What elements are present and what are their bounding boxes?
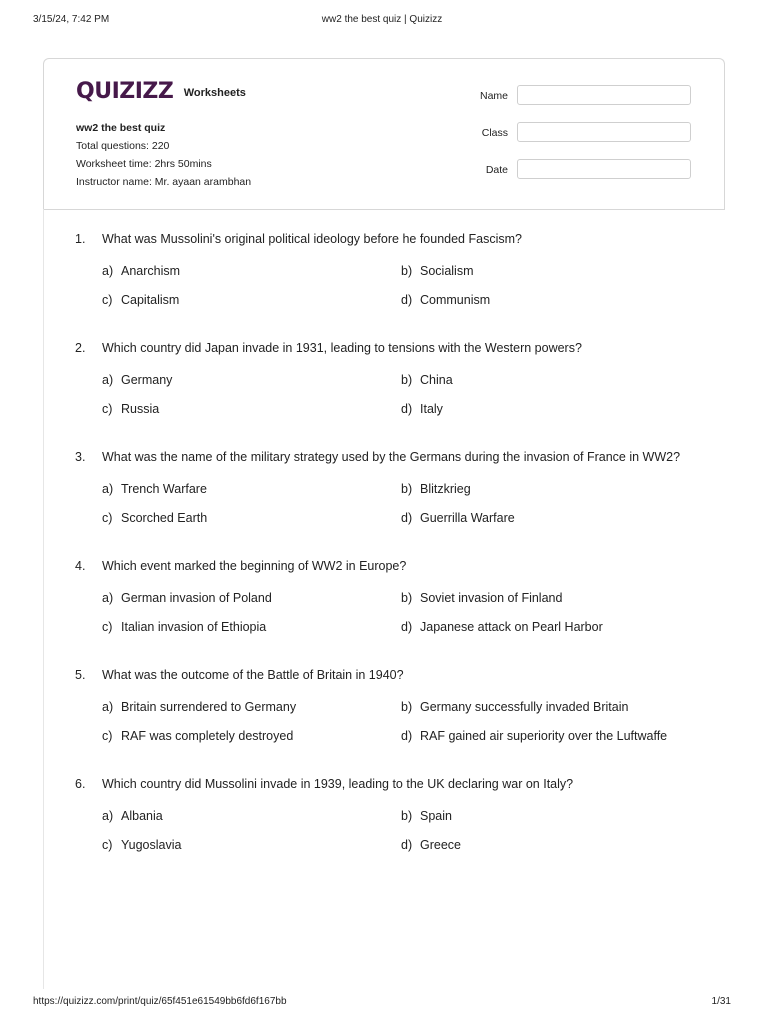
total-questions: Total questions: 220 [76, 140, 170, 152]
question [75, 228, 715, 311]
question-number: 4. [75, 559, 86, 573]
name-label: Name [479, 90, 508, 102]
question [75, 555, 715, 638]
options [75, 587, 715, 638]
student-fields [480, 85, 694, 196]
option-c: c) Yugoslavia [102, 838, 182, 852]
worksheet-header-card [43, 58, 725, 210]
option-c: c) Italian invasion of Ethiopia [102, 620, 267, 634]
option-d: d) Communism [401, 293, 491, 307]
print-footer [33, 996, 731, 1010]
option-b: b) China [401, 373, 453, 387]
option-d: d) Japanese attack on Pearl Harbor [401, 620, 603, 634]
question [75, 664, 715, 747]
option-c: c) Russia [102, 402, 160, 416]
option-b: b) Germany successfully invaded Britain [401, 700, 629, 714]
option-d: d) RAF gained air superiority over the Luftwaffe [401, 729, 668, 743]
option-a: a) German invasion of Poland [102, 591, 272, 605]
option-b: b) Blitzkrieg [401, 482, 471, 496]
question-number: 1. [75, 232, 86, 246]
option-a: a) Germany [102, 373, 173, 387]
date-input[interactable] [517, 159, 691, 179]
options [75, 696, 715, 747]
quiz-title: ww2 the best quiz [76, 122, 166, 134]
options [75, 369, 715, 420]
question-text: What was Mussolini's original political ideology before he founded Fascism? [102, 232, 522, 246]
question [75, 337, 715, 420]
option-a: a) Trench Warfare [102, 482, 207, 496]
options [75, 260, 715, 311]
option-a: a) Albania [102, 809, 163, 823]
option-a: a) Anarchism [102, 264, 181, 278]
option-a: a) Britain surrendered to Germany [102, 700, 297, 714]
instructor-name: Instructor name: Mr. ayaan arambhan [76, 176, 252, 188]
option-d: d) Guerrilla Warfare [401, 511, 515, 525]
worksheets-label: Worksheets [183, 86, 246, 99]
question-text: Which country did Mussolini invade in 1939, leading to the UK declaring war on Italy? [102, 777, 574, 791]
option-b: b) Spain [401, 809, 452, 823]
option-c: c) Scorched Earth [102, 511, 208, 525]
page-number: 1/31 [711, 996, 731, 1007]
question [75, 446, 715, 529]
question-text: What was the name of the military strategy used by the Germans during the invasion of France in WW2? [102, 450, 681, 464]
question [75, 773, 715, 856]
worksheet-time: Worksheet time: 2hrs 50mins [76, 158, 212, 170]
date-label: Date [485, 164, 508, 176]
question-text: Which event marked the beginning of WW2 in Europe? [102, 559, 407, 573]
print-header [33, 14, 731, 28]
class-row [480, 122, 694, 144]
option-c: c) RAF was completely destroyed [102, 729, 294, 743]
quiz-meta [76, 119, 251, 191]
option-b: b) Soviet invasion of Finland [401, 591, 563, 605]
question-number: 2. [75, 341, 86, 355]
print-doc-title: ww2 the best quiz | Quizizz [321, 14, 443, 25]
options [75, 805, 715, 856]
option-b: b) Socialism [401, 264, 474, 278]
print-datetime: 3/15/24, 7:42 PM [33, 14, 110, 25]
brand [76, 79, 246, 105]
quizizz-logo: QUIZIZZ [76, 79, 174, 104]
class-input[interactable] [517, 122, 691, 142]
question-list [75, 228, 715, 882]
option-d: d) Greece [401, 838, 461, 852]
date-row [480, 159, 694, 181]
header-divider [43, 209, 725, 210]
content-left-rule [43, 209, 44, 989]
option-c: c) Capitalism [102, 293, 180, 307]
name-row [480, 85, 694, 107]
option-d: d) Italy [401, 402, 443, 416]
class-label: Class [481, 127, 508, 139]
name-input[interactable] [517, 85, 691, 105]
question-text: What was the outcome of the Battle of Britain in 1940? [102, 668, 404, 682]
options [75, 478, 715, 529]
print-url: https://quizizz.com/print/quiz/65f451e61549bb6fd6f167bb [33, 996, 287, 1007]
question-number: 5. [75, 668, 86, 682]
question-text: Which country did Japan invade in 1931, leading to tensions with the Western powers? [102, 341, 582, 355]
question-number: 3. [75, 450, 86, 464]
question-number: 6. [75, 777, 86, 791]
